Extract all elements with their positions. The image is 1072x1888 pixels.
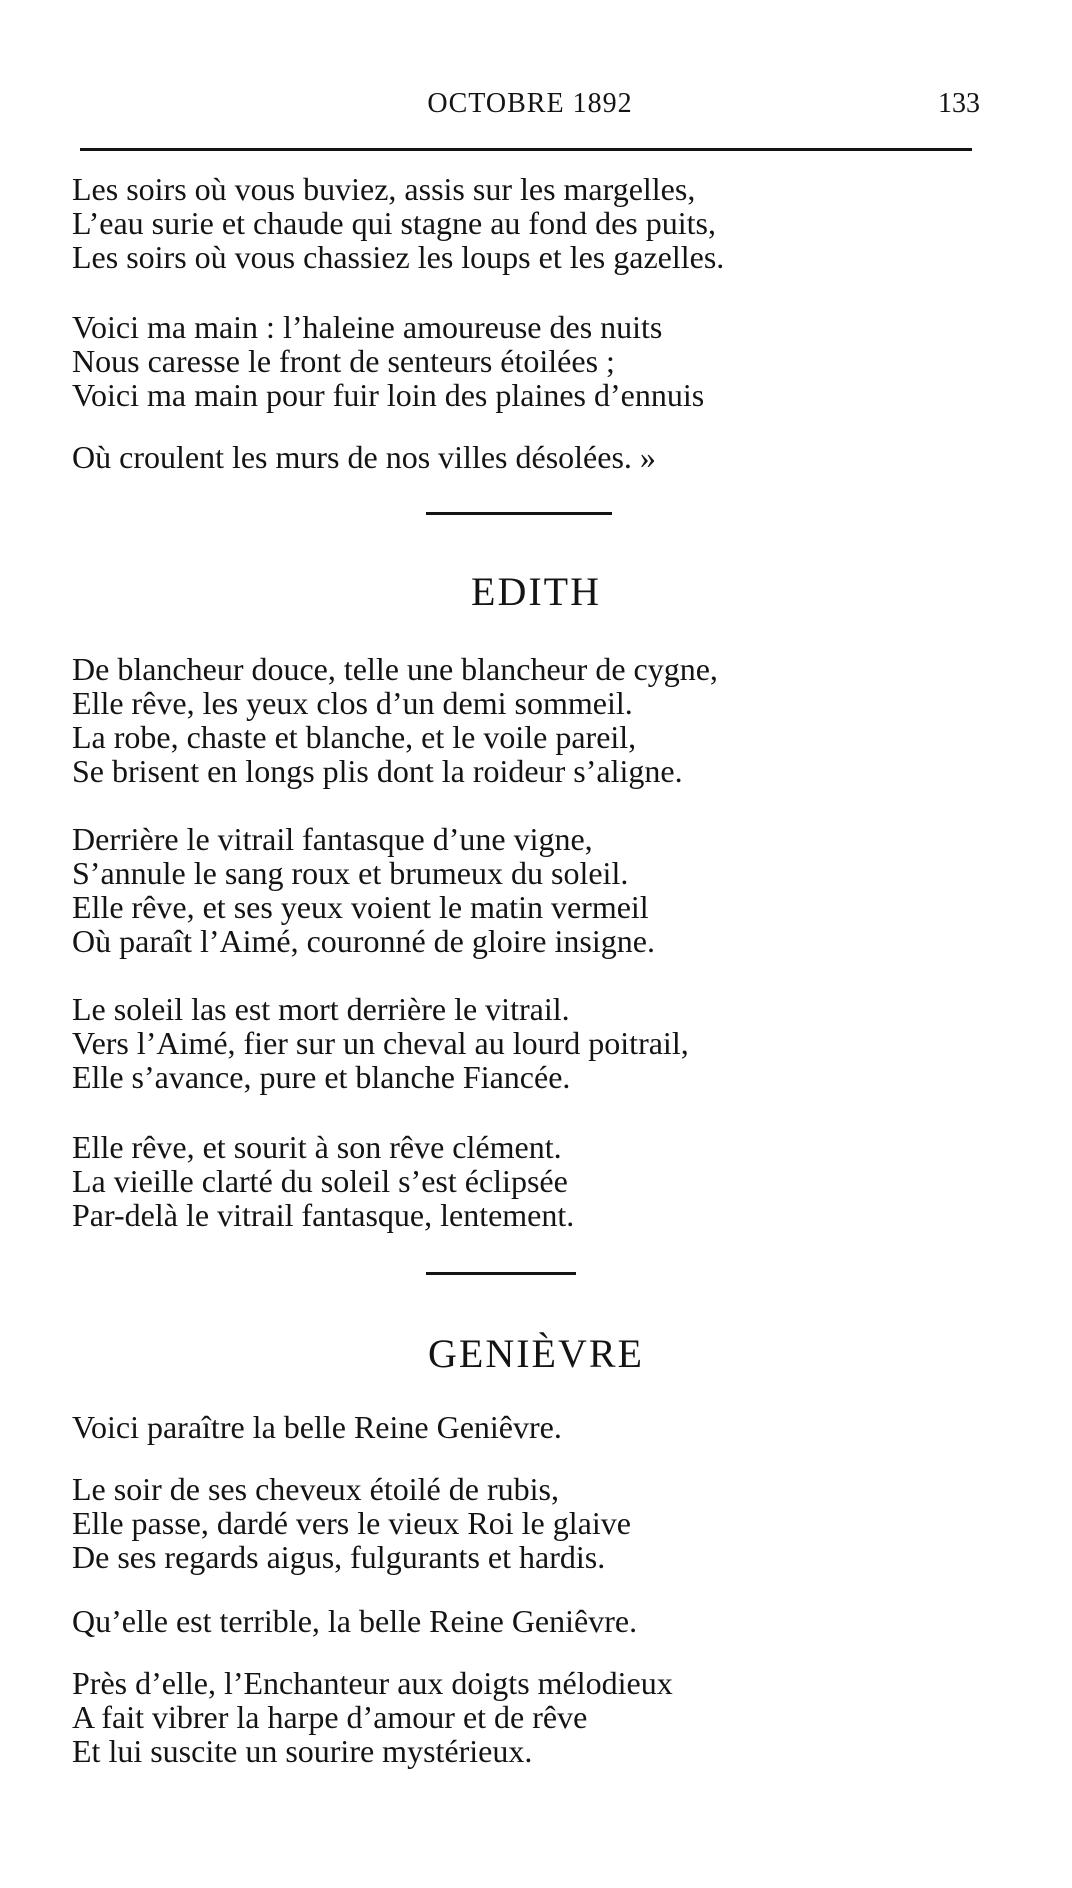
running-title: OCTOBRE 1892 xyxy=(427,88,633,119)
verse-line: Voici ma main : l’haleine amoureuse des nuits xyxy=(72,309,663,345)
verse-line: De blancheur douce, telle une blancheur de cygne, xyxy=(72,651,718,687)
poem-stanza xyxy=(72,172,1002,274)
poem-stanza xyxy=(72,440,1002,474)
verse-line: Elle rêve, et sourit à son rêve clément. xyxy=(72,1129,562,1165)
poem-stanza xyxy=(72,310,1002,412)
poem-stanza xyxy=(72,652,1002,788)
verse-line: Elle s’avance, pure et blanche Fiancée. xyxy=(72,1059,571,1095)
verse-line: Voici ma main pour fuir loin des plaines d’ennuis xyxy=(72,377,705,413)
poem-stanza xyxy=(72,1604,1002,1638)
verse-line: Nous caresse le front de senteurs étoilées ; xyxy=(72,343,615,379)
verse-line: Les soirs où vous buviez, assis sur les margelles, xyxy=(72,171,696,207)
poem-stanza xyxy=(72,992,1002,1094)
verse-line: A fait vibrer la harpe d’amour et de rêve xyxy=(72,1699,588,1735)
verse-line: Vers l’Aimé, fier sur un cheval au lourd poitrail, xyxy=(72,1025,689,1061)
verse-line: L’eau surie et chaude qui stagne au fond des puits, xyxy=(72,205,716,241)
verse-line: Par-delà le vitrail fantasque, lentement. xyxy=(72,1197,575,1233)
poem-stanza xyxy=(72,822,1002,958)
poem-stanza xyxy=(72,1472,1002,1574)
page-number: 133 xyxy=(938,88,980,119)
verse-line: Le soir de ses cheveux étoilé de rubis, xyxy=(72,1471,559,1507)
section-separator xyxy=(426,1272,576,1275)
header-rule xyxy=(80,148,972,151)
verse-line: Elle passe, dardé vers le vieux Roi le glaive xyxy=(72,1505,631,1541)
poem-stanza xyxy=(72,1130,1002,1232)
verse-line: Derrière le vitrail fantasque d’une vigne, xyxy=(72,821,593,857)
verse-line: La vieille clarté du soleil s’est éclipsée xyxy=(72,1163,568,1199)
poem-stanza xyxy=(72,1410,1002,1444)
verse-line: S’annule le sang roux et brumeux du soleil. xyxy=(72,855,629,891)
poem-title-genievre: GENIÈVRE xyxy=(428,1331,644,1376)
verse-line: Les soirs où vous chassiez les loups et les gazelles. xyxy=(72,239,725,275)
verse-line: Voici paraître la belle Reine Geniêvre. xyxy=(72,1409,562,1445)
section-separator xyxy=(426,512,612,515)
verse-line: Le soleil las est mort derrière le vitrail. xyxy=(72,991,570,1027)
verse-line: Où paraît l’Aimé, couronné de gloire insigne. xyxy=(72,923,655,959)
verse-line: Elle rêve, les yeux clos d’un demi sommeil. xyxy=(72,685,633,721)
verse-line: Et lui suscite un sourire mystérieux. xyxy=(72,1733,533,1769)
verse-line: Où croulent les murs de nos villes désolées. » xyxy=(72,439,656,475)
verse-line: De ses regards aigus, fulgurants et hardis. xyxy=(72,1539,606,1575)
verse-line: Elle rêve, et ses yeux voient le matin vermeil xyxy=(72,889,649,925)
poem-stanza xyxy=(72,1666,1002,1768)
running-head xyxy=(80,88,980,128)
poem-title-edith: EDITH xyxy=(471,569,601,614)
verse-line: Se brisent en longs plis dont la roideur s’aligne. xyxy=(72,753,683,789)
verse-line: Qu’elle est terrible, la belle Reine Geniêvre. xyxy=(72,1603,638,1639)
verse-line: Près d’elle, l’Enchanteur aux doigts mélodieux xyxy=(72,1665,673,1701)
verse-line: La robe, chaste et blanche, et le voile pareil, xyxy=(72,719,637,755)
